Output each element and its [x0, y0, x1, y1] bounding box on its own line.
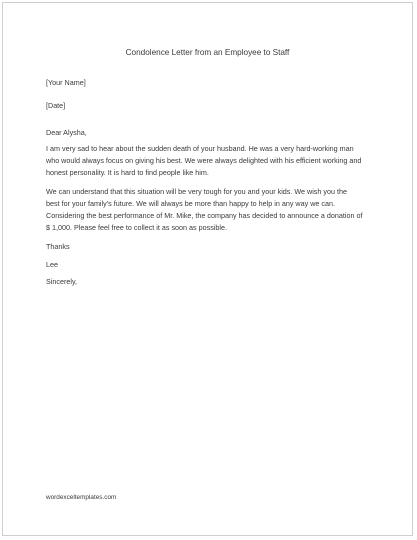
letter-page — [2, 2, 413, 536]
salutation: Dear Alysha, — [46, 128, 87, 137]
paragraph-1 — [46, 143, 406, 179]
signer-name: Lee — [46, 260, 58, 269]
paragraph-2-line: $ 1,000. Please feel free to collect it as soon as possible. — [46, 223, 227, 232]
paragraph-2-line: best for your family’s future. We will always be more than happy to help in any way we can. — [46, 199, 335, 208]
paragraph-2-line: Considering the best performance of Mr. Mike, the company has decided to announce a donation of — [46, 211, 363, 220]
document-title: Condolence Letter from an Employee to Staff — [125, 48, 290, 57]
paragraph-2-line: We can understand that this situation will be very tough for you and your kids. We wish you the — [46, 187, 347, 196]
closing-text: Sincerely, — [46, 277, 78, 286]
paragraph-1-line: honest personality. It is hard to find people like him. — [46, 168, 209, 177]
sender-name: [Your Name] — [46, 78, 86, 87]
thanks-text: Thanks — [46, 242, 70, 251]
paragraph-2 — [46, 186, 406, 234]
letter-date: [Date] — [46, 101, 66, 110]
paragraph-1-line: I am very sad to hear about the sudden death of your husband. He was a very hard-working man — [46, 144, 354, 153]
paragraph-1-line: who would always focus on giving his best. We were always delighted with his efficient working and — [46, 156, 362, 165]
footer-website: wordexceltemplates.com — [46, 494, 117, 501]
